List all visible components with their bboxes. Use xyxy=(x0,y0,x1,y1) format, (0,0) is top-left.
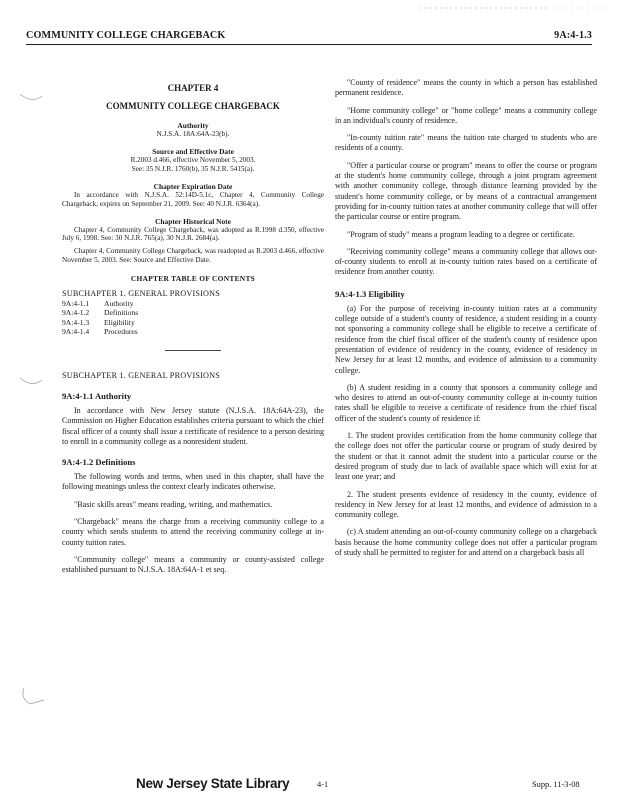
toc-item-number: 9A:4-1.3 xyxy=(62,317,90,327)
definition: "Offer a particular course or program" means to offer the course or program at the student's home community college, through a joint program agreement with another community college, through distance learning provided by the student's home community college, or by means of a contractual arrangement providing for in-county tuition rates at another community college that will offer the particular course or entire program. xyxy=(335,160,597,222)
toc-item-label: Definitions xyxy=(104,308,139,318)
section-divider xyxy=(165,350,221,351)
definition: "Basic skills areas" means reading, writing, and mathematics. xyxy=(74,499,273,509)
toc-title: CHAPTER TABLE OF CONTENTS xyxy=(130,274,256,284)
toc-item xyxy=(62,318,324,327)
definition: "In-county tuition rate" means the tuition rate charged to students who are residents of a county. xyxy=(335,133,597,153)
library-footer: New Jersey State Library xyxy=(136,776,290,791)
section-heading: 9A:4-1.1 Authority xyxy=(62,390,132,401)
paragraph: (a) For the purpose of receiving in-county tuition rates at a community college outside of a student's county of residence, a student residing in a county not sponsoring a community college shall be eligible to receive a certificate of residence from the chief fiscal officer of the student's county of residence upon presentation of evidence of residency in the county, evidence of residency in New Jersey for at least 12 months, and evidence of admission to a community college. xyxy=(335,303,597,375)
definitions-intro: The following words and terms, when used in this chapter, shall have the following meanings unless the context clearly indicates otherwise. xyxy=(62,472,324,492)
subchapter-heading: SUBCHAPTER 1. GENERAL PROVISIONS xyxy=(62,370,221,380)
toc-item-number: 9A:4-1.1 xyxy=(62,299,90,309)
definition: "Home community college" or "home college" means a community college in an individual's county of residence. xyxy=(335,105,597,125)
chapter-number: CHAPTER 4 xyxy=(167,83,219,93)
toc-item-label: Eligibility xyxy=(104,317,135,327)
right-column xyxy=(335,78,597,558)
definition: "Chargeback" means the charge from a receiving community college to a county which sends students to attend the receiving community college at in-county tuition rates. xyxy=(62,517,324,547)
header-code: 9A:4-1.3 xyxy=(554,30,592,41)
chapter-title: COMMUNITY COLLEGE CHARGEBACK xyxy=(106,101,280,111)
history-text: Chapter 4, Community College Chargeback, was readopted as R.2003 d.466, effective November 5, 2003. See: Source and Effective Date. xyxy=(62,247,324,265)
toc-item-label: Procedures xyxy=(104,326,138,336)
source-heading: Source and Effective Date xyxy=(152,146,234,156)
section-heading: 9A:4-1.2 Definitions xyxy=(62,457,136,468)
paragraph: (b) A student residing in a county that sponsors a community college and who desires to attend an out-of-county community college at in-county tuition rates shall be eligible to receive a certificate of residence from the chief fiscal officer of the student's county of residence if: xyxy=(335,382,597,423)
section-heading: 9A:4-1.3 Eligibility xyxy=(335,288,405,299)
expiration-heading: Chapter Expiration Date xyxy=(153,181,233,191)
toc-list xyxy=(62,299,324,336)
expiration-text: In accordance with N.J.S.A. 52:14D-5.1c, Chapter 4, Community College Chargeback, expires on September 21, 2009. See: 40 N.J.R. 6364(a). xyxy=(62,190,324,208)
toc-item xyxy=(62,327,324,336)
page-number: 4-1 xyxy=(317,780,329,789)
toc-item xyxy=(62,308,324,317)
source-line: See: 35 N.J.R. 1760(b), 35 N.J.R. 5415(a). xyxy=(131,164,255,173)
definition: "Program of study" means a program leading to a degree or certificate. xyxy=(347,229,575,239)
definition: "Receiving community college" means a community college that allows out-of-county students to enroll at in-county tuition rates based on a certificate of residence from another county. xyxy=(335,246,597,277)
paragraph: (c) A student attending an out-of-county community college on a chargeback basis because the home community college does not offer a particular program of study shall be permitted to register for and attend on a chargeback basis all xyxy=(335,527,597,557)
left-column xyxy=(62,56,324,576)
toc-item-number: 9A:4-1.4 xyxy=(62,326,90,336)
definition: "County of residence" means the county in which a person has established permanent residence. xyxy=(335,78,597,98)
source-line: R.2003 d.466, effective November 5, 2003. xyxy=(130,155,256,164)
definition: "Community college" means a community or county-assisted college established pursuant to N.J.S.A. 18A:64A-1 et seq. xyxy=(62,554,324,575)
running-header xyxy=(26,30,592,45)
toc-item-number: 9A:4-1.2 xyxy=(62,308,90,318)
history-heading: Chapter Historical Note xyxy=(155,216,231,226)
authority-text: N.J.S.A. 18A:64A-23(b). xyxy=(156,130,230,138)
list-item: 1. The student provides certification from the home community college that the college does not offer the particular course or program of study desired by the student or that it cannot admit the student into a particular course or the desired program of study due to lack of available space which will exist for at least one year; and xyxy=(335,431,597,482)
toc-subchapter: SUBCHAPTER 1. GENERAL PROVISIONS xyxy=(62,289,221,299)
toc-item xyxy=(62,299,324,308)
section-text: In accordance with New Jersey statute (N.J.S.A. 18A:64A-23), the Commission on Higher Education establishes criteria pursuant to which the chief fiscal officer of a county shall issue a certificate of residence to a person desiring to enroll in a community college as a nonresident student. xyxy=(62,405,324,446)
toc-item-label: Authority xyxy=(104,299,134,309)
supplement-date: Supp. 11-3-08 xyxy=(532,780,580,789)
header-title: COMMUNITY COLLEGE CHARGEBACK xyxy=(26,30,226,41)
list-item: 2. The student presents evidence of residency in the county, evidence of residency in New Jersey for at least 12 months, and evidence of admission to a community college. xyxy=(335,489,597,520)
history-text: Chapter 4, Community College Chargeback, was adopted as R.1998 d.350, effective July 6, 1998. See: 30 N.J.R. 765(a), 30 N.J.R. 2684(a). xyxy=(62,225,324,243)
authority-heading: Authority xyxy=(177,121,209,130)
